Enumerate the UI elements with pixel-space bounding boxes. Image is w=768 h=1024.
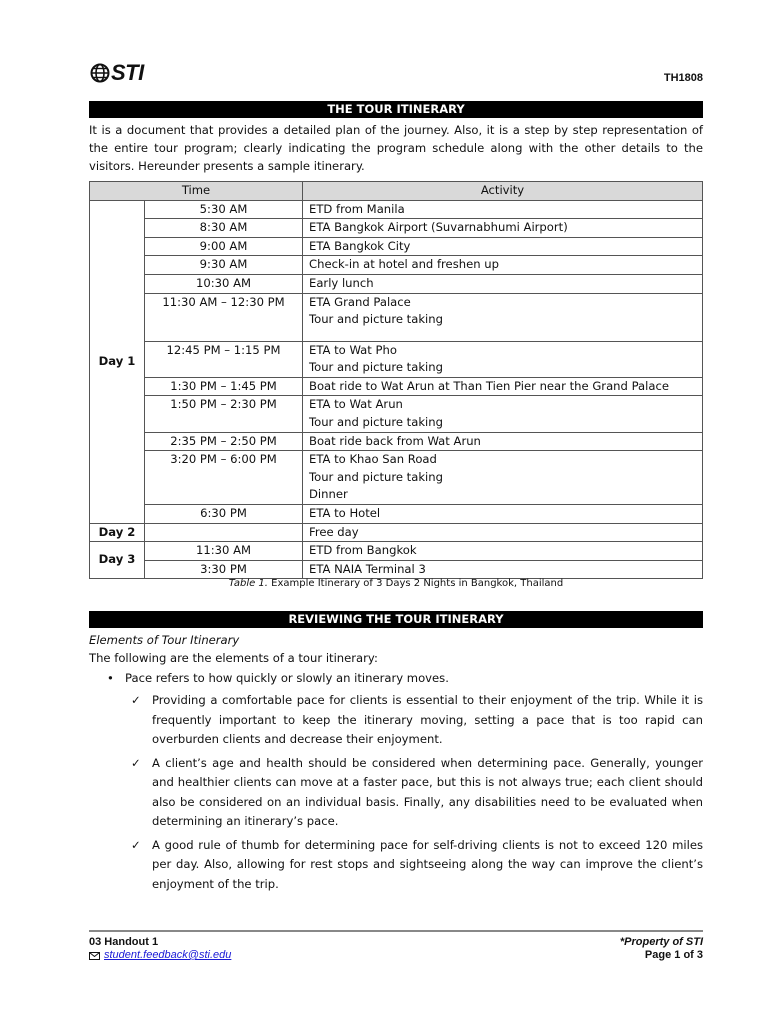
time-cell: 8:30 AM bbox=[145, 219, 303, 238]
checkmark-icon: ✓ bbox=[131, 837, 141, 852]
table-header-row bbox=[90, 182, 703, 201]
table-row bbox=[90, 274, 703, 293]
table-row bbox=[90, 293, 703, 341]
time-cell: 1:30 PM – 1:45 PM bbox=[145, 377, 303, 396]
table-row bbox=[90, 451, 703, 505]
table-row bbox=[90, 256, 703, 275]
sti-logo bbox=[90, 60, 144, 86]
time-cell: 1:50 PM – 2:30 PM bbox=[145, 396, 303, 432]
activity-line: ETA to Khao San Road bbox=[309, 452, 437, 467]
activity-line: Tour and picture taking bbox=[309, 312, 443, 327]
check-text: Providing a comfortable pace for clients is essential to their enjoyment of the trip. While it is frequently important to keep the itinerary moving, setting a pace that is too rapid can overburden clients and decrease their enjoyment. bbox=[152, 693, 703, 746]
activity-line: ETA to Wat Pho bbox=[309, 342, 397, 357]
time-cell: 9:00 AM bbox=[145, 237, 303, 256]
table-caption bbox=[89, 578, 703, 589]
check-item bbox=[89, 836, 703, 895]
table-row bbox=[90, 200, 703, 219]
time-cell: 11:30 AM – 12:30 PM bbox=[145, 293, 303, 341]
table-row bbox=[90, 377, 703, 396]
activity-cell bbox=[303, 396, 703, 432]
day-1-label: Day 1 bbox=[90, 200, 145, 523]
check-text: A good rule of thumb for determining pace for self-driving clients is not to exceed 120 miles per day. Also, allowing for rest stops and sightseeing along the way can improve the client’s enjoyment of the trip. bbox=[152, 837, 703, 891]
property-label: *Property of STI bbox=[619, 936, 703, 948]
caption-text: Example Itinerary of 3 Days 2 Nights in Bangkok, Thailand bbox=[267, 578, 564, 589]
table-row bbox=[90, 432, 703, 451]
activity-cell: ETD from Bangkok bbox=[303, 542, 703, 561]
day-2-label: Day 2 bbox=[90, 523, 145, 542]
table-row bbox=[90, 523, 703, 542]
activity-cell bbox=[303, 293, 703, 341]
activity-cell: Free day bbox=[303, 523, 703, 542]
activity-line: ETA to Wat Arun bbox=[309, 397, 403, 412]
activity-cell: ETA Bangkok City bbox=[303, 237, 703, 256]
page-number: Page 1 of 3 bbox=[644, 949, 703, 961]
caption-label: Table 1. bbox=[228, 578, 268, 589]
activity-line: Dinner bbox=[309, 487, 348, 502]
table-row bbox=[90, 237, 703, 256]
time-cell: 5:30 AM bbox=[145, 200, 303, 219]
bullet-text: Pace refers to how quickly or slowly an itinerary moves. bbox=[125, 671, 449, 685]
activity-cell: ETA NAIA Terminal 3 bbox=[303, 560, 703, 579]
activity-cell bbox=[303, 341, 703, 377]
activity-cell: ETA to Hotel bbox=[303, 504, 703, 523]
checkmark-icon: ✓ bbox=[131, 755, 141, 770]
table-row bbox=[90, 341, 703, 377]
activity-line: ETA Grand Palace bbox=[309, 294, 411, 309]
table-row bbox=[90, 504, 703, 523]
itinerary-table bbox=[89, 181, 703, 579]
email-link[interactable]: student.feedback@sti.edu bbox=[104, 949, 232, 961]
time-cell: 12:45 PM – 1:15 PM bbox=[145, 341, 303, 377]
time-cell: 11:30 AM bbox=[145, 542, 303, 561]
bullet-item bbox=[89, 669, 703, 687]
activity-cell: ETD from Manila bbox=[303, 200, 703, 219]
check-item bbox=[89, 691, 703, 750]
activity-cell: Boat ride back from Wat Arun bbox=[303, 432, 703, 451]
time-cell: 2:35 PM – 2:50 PM bbox=[145, 432, 303, 451]
table-row bbox=[90, 560, 703, 579]
elements-lead: The following are the elements of a tour itinerary: bbox=[89, 651, 378, 665]
time-cell: 9:30 AM bbox=[145, 256, 303, 275]
handout-label: 03 Handout 1 bbox=[89, 936, 159, 948]
time-cell: 10:30 AM bbox=[145, 274, 303, 293]
activity-cell: Check-in at hotel and freshen up bbox=[303, 256, 703, 275]
intro-paragraph: It is a document that provides a detailed plan of the journey. Also, it is a step by step representation of the entire tour program; clearly indicating the program schedule along with the other details to the visitors. Hereunder presents a sample itinerary. bbox=[89, 123, 703, 173]
table-row bbox=[90, 542, 703, 561]
header-activity: Activity bbox=[303, 182, 703, 201]
activity-line: Tour and picture taking bbox=[309, 414, 443, 429]
globe-icon bbox=[90, 63, 110, 83]
table-row bbox=[90, 396, 703, 432]
activity-cell bbox=[303, 451, 703, 505]
table-row bbox=[90, 219, 703, 238]
activity-cell: Boat ride to Wat Arun at Than Tien Pier near the Grand Palace bbox=[303, 377, 703, 396]
elements-section bbox=[89, 631, 703, 894]
activity-line: Tour and picture taking bbox=[309, 360, 443, 375]
section-title-tour-itinerary: THE TOUR ITINERARY bbox=[89, 101, 703, 118]
time-cell bbox=[145, 523, 303, 542]
check-item bbox=[89, 754, 703, 832]
checkmark-icon: ✓ bbox=[131, 693, 141, 707]
bullet-icon: • bbox=[107, 671, 114, 685]
time-cell: 3:20 PM – 6:00 PM bbox=[145, 451, 303, 505]
footer-divider bbox=[89, 930, 703, 932]
check-text: A client’s age and health should be considered when determining pace. Generally, younger and healthier clients can move at a faster pace, but this is not always true; each client should also be considered on an individual basis. Finally, any disabilities need to be evaluated when determining an itinerary’s pace. bbox=[152, 755, 703, 828]
time-cell: 3:30 PM bbox=[145, 560, 303, 579]
envelope-icon bbox=[89, 952, 100, 960]
elements-subtitle: Elements of Tour Itinerary bbox=[89, 633, 240, 647]
activity-cell: Early lunch bbox=[303, 274, 703, 293]
section-title-reviewing: REVIEWING THE TOUR ITINERARY bbox=[89, 611, 703, 628]
time-cell: 6:30 PM bbox=[145, 504, 303, 523]
day-3-label: Day 3 bbox=[90, 542, 145, 579]
activity-cell: ETA Bangkok Airport (Suvarnabhumi Airport) bbox=[303, 219, 703, 238]
document-code: TH1808 bbox=[663, 72, 703, 84]
footer-email bbox=[89, 949, 231, 962]
logo-text: STI bbox=[111, 60, 144, 85]
header-time: Time bbox=[90, 182, 303, 201]
activity-line: Tour and picture taking bbox=[309, 469, 443, 484]
